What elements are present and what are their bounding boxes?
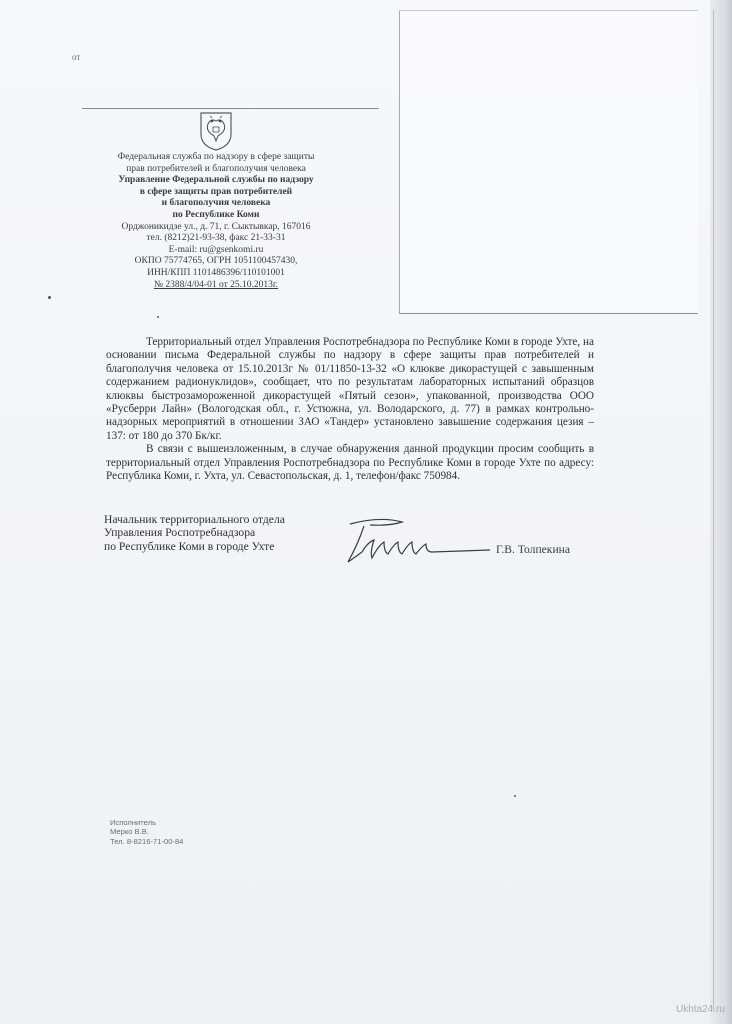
body-paragraph: Территориальный отдел Управления Роспотребнадзора по Республике Коми в городе Ухте, на основании письма Федеральной службы по надзору в сфере защиты прав потребителей и благополучия человека от 15.10.2013г № 01/11850-13-32 «О клюкве дикорастущей с завышенным содержанием радионуклидов», сообщает, что по результатам лабораторных испытаний образцов клюквы быстрозамороженной дикорастущей «Пятый сезон», упакованной, производства ООО «Русберри Лайн» (Вологодская обл., г. Устюжна, ул. Володарского, д. 77) в рамках контрольно-надзорных мероприятий в отношении ЗАО «Тандер» установлено завышение содержания цезия – 137: от 180 до 370 Бк/кг. xyxy=(106,336,594,442)
body-paragraph: В связи с вышеизложенным, в случае обнаружения данной продукции просим сообщить в территориальный отдел Управления Роспотребнадзора по Республике Коми в городе Ухте по адресу: Республика Коми, г. Ухта, ул. Севастопольская, д. 1, телефон/факс 750984. xyxy=(106,443,594,483)
handwritten-signature xyxy=(340,512,500,568)
position-line: по Республике Коми в городе Ухте xyxy=(104,539,275,553)
blank-address-panel xyxy=(399,10,698,314)
executor-line: Мерко В.В. xyxy=(110,827,149,837)
corner-mark: от xyxy=(72,52,81,62)
page-edge-line xyxy=(713,10,714,1010)
position-line: Управления Роспотребнадзора xyxy=(104,526,256,540)
header-line: по Республике Коми xyxy=(172,209,260,220)
header-line: прав потребителей и благополучия человека xyxy=(126,163,306,174)
scan-speck xyxy=(514,795,516,797)
executor-info xyxy=(110,818,183,846)
executor-line: Тел. 8-8216-71-00-84 xyxy=(110,836,184,846)
scan-speck xyxy=(157,316,159,318)
header-line: ИНН/КПП 1101486396/110101001 xyxy=(147,267,285,278)
site-watermark: Ukhta24.ru xyxy=(676,1004,725,1015)
executor-line: Исполнитель xyxy=(110,818,157,827)
header-line: E-mail: ru@gsenkomi.ru xyxy=(168,244,264,255)
position-line: Начальник территориального отдела xyxy=(104,513,285,526)
scan-speck xyxy=(48,296,51,299)
header-line: Управление Федеральной службы по надзору xyxy=(118,175,314,186)
header-line: Орджоникидзе ул., д. 71, г. Сыктывкар, 167016 xyxy=(121,221,311,232)
coat-of-arms-emblem xyxy=(198,110,234,152)
header-line: Федеральная служба по надзору в сфере защиты xyxy=(117,152,315,162)
envelope-label-outline xyxy=(82,0,379,109)
sender-header xyxy=(100,152,332,291)
signatory-name: Г.В. Толпекина xyxy=(496,543,570,556)
header-line: в сфере защиты прав потребителей xyxy=(139,186,293,197)
header-line: ОКПО 75774765, ОГРН 1051100457430, xyxy=(134,256,298,267)
letter-body xyxy=(106,336,594,483)
signatory-position xyxy=(104,513,285,553)
header-line: тел. (8212)21-93-38, факс 21-33-31 xyxy=(146,233,286,244)
outgoing-number: № 2388/4/04-01 от 25.10.2013г. xyxy=(153,279,279,290)
header-line: и благополучия человека xyxy=(161,198,271,209)
